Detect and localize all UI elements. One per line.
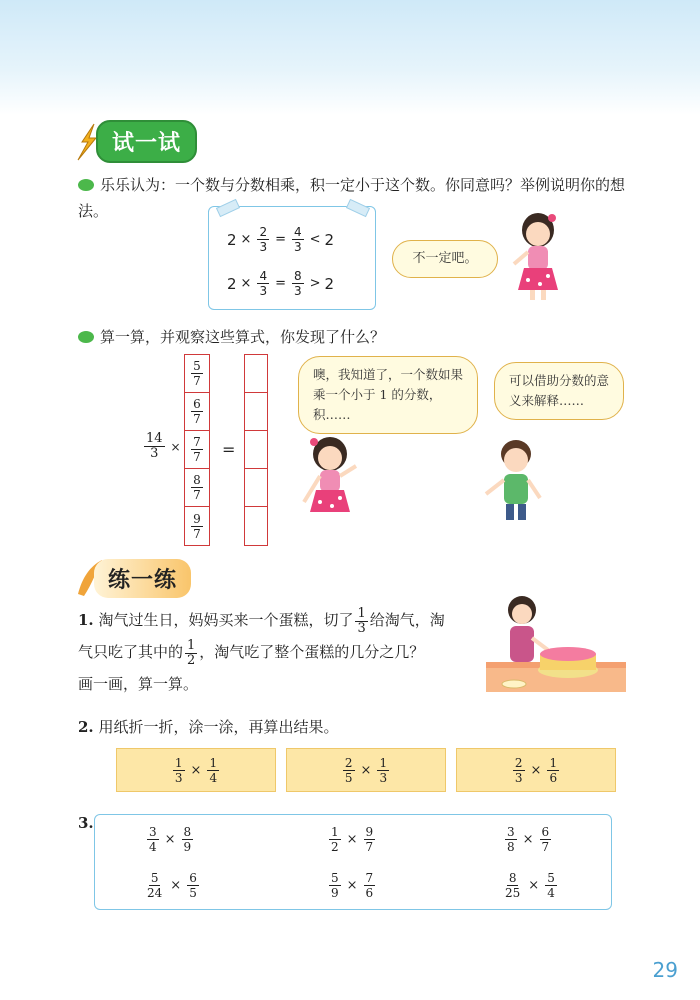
multiplicand: $\frac{14}{3}$ ×	[146, 431, 181, 461]
answer-cell[interactable]	[245, 469, 267, 507]
girl-illustration	[508, 208, 568, 302]
practice-question-2: 2. 用纸折一折，涂一涂，再算出结果。	[78, 718, 339, 736]
example-line-1: 2 × $\frac{2}{3}$ = $\frac{4}{3}$ < 2	[227, 225, 335, 254]
answer-cell[interactable]	[245, 393, 267, 431]
practice-question-1: 1. 淘气过生日，妈妈买来一个蛋糕，切了 $\frac{1}{3}$ 给淘气，淘 气只吃了其中的 $\frac{1}{2}$ ，淘气吃了整个蛋糕的几分之几？ 画一画，算一算。	[78, 605, 445, 693]
exercise-3-item: $\frac{5}{24}$ × $\frac{6}{5}$	[147, 871, 197, 900]
fraction-column	[184, 354, 210, 546]
fraction-cell: $\frac{5}{7}$	[185, 355, 209, 393]
speech-bubble-boy: 可以借助分数的意义来解释……	[494, 362, 624, 420]
practice-question-3-label: 3.	[78, 814, 94, 832]
question-2-text: 算一算，并观察这些算式，你发现了什么？	[78, 324, 385, 350]
fraction-cell: $\frac{8}{7}$	[185, 469, 209, 507]
fold-card-2: $\frac{2}{5}$ × $\frac{1}{3}$	[286, 748, 446, 792]
fold-card-1: $\frac{1}{3}$ × $\frac{1}{4}$	[116, 748, 276, 792]
section-title: 试一试	[96, 120, 197, 163]
fraction-cell: $\frac{9}{7}$	[193, 511, 201, 541]
fraction-cell: $\frac{6}{7}$	[185, 393, 209, 431]
speech-bubble-girl-2: 噢，我知道了，一个数如果乘一个小于 1 的分数，积……	[298, 356, 478, 434]
fraction-cell: $\frac{7}{7}$	[185, 431, 209, 469]
exercise-3-item: $\frac{8}{25}$ × $\frac{5}{4}$	[505, 871, 555, 900]
exercise-3-item: $\frac{1}{2}$ × $\frac{9}{7}$	[331, 825, 374, 854]
question-1-text: 乐乐认为：一个数与分数相乘，积一定小于这个数。你同意吗？举例说明你的想法。	[78, 176, 626, 220]
equals-sign: =	[222, 440, 236, 459]
answer-cell[interactable]	[245, 431, 267, 469]
example-line-2: 2 × $\frac{4}{3}$ = $\frac{8}{3}$ > 2	[227, 269, 335, 298]
exercise-3-box	[94, 814, 612, 910]
answer-cell[interactable]	[245, 355, 267, 393]
example-note	[208, 206, 376, 310]
section-title: 练一练	[94, 559, 191, 598]
girl-illustration	[296, 432, 366, 528]
speech-bubble-girl-1: 不一定吧。	[392, 240, 498, 278]
mother-cake-illustration	[486, 592, 626, 704]
boy-illustration	[480, 434, 550, 524]
exercise-3-item: $\frac{5}{9}$ × $\frac{7}{6}$	[331, 871, 374, 900]
answer-column	[244, 354, 268, 546]
bullet-icon	[78, 179, 94, 191]
exercise-3-item: $\frac{3}{8}$ × $\frac{6}{7}$	[507, 825, 550, 854]
section-header-try	[74, 120, 197, 163]
fold-card-3: $\frac{2}{3}$ × $\frac{1}{6}$	[456, 748, 616, 792]
exercise-3-item: $\frac{3}{4}$ × $\frac{8}{9}$	[149, 825, 192, 854]
section-header-practice	[74, 558, 191, 598]
page-number: 29	[652, 958, 678, 982]
answer-cell[interactable]	[245, 507, 267, 545]
bullet-icon	[78, 331, 94, 343]
